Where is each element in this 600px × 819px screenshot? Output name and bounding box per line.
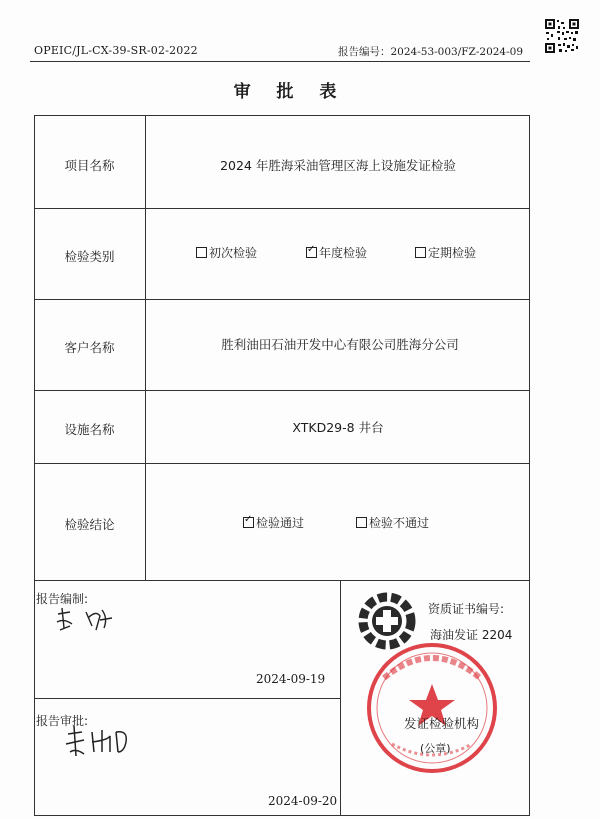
signature-divider bbox=[340, 580, 341, 816]
checkbox-unchecked-icon[interactable] bbox=[196, 247, 207, 258]
report-approver-label: 报告审批: bbox=[36, 714, 89, 728]
row-divider bbox=[34, 463, 530, 464]
header-rule bbox=[30, 61, 530, 62]
compile-date: 2024-09-19 bbox=[256, 672, 326, 686]
approver-signature-icon bbox=[62, 722, 142, 762]
option-passed[interactable]: ✓ 检验通过 bbox=[243, 514, 304, 531]
inspection-conclusion-label: 检验结论 bbox=[64, 517, 115, 532]
option-not-passed[interactable]: 检验不通过 bbox=[356, 514, 429, 531]
checkbox-unchecked-icon[interactable] bbox=[415, 247, 426, 258]
client-name-label: 客户名称 bbox=[64, 340, 115, 355]
facility-name-label: 设施名称 bbox=[64, 422, 115, 437]
row-divider bbox=[34, 299, 530, 300]
compiler-signature-icon bbox=[52, 604, 122, 634]
form-code: OPEIC/JL-CX-39-SR-02-2022 bbox=[34, 44, 198, 57]
certificate-number-label: 资质证书编号: bbox=[428, 602, 505, 616]
row-divider bbox=[34, 208, 530, 209]
inspection-category-label: 检验类别 bbox=[64, 249, 115, 264]
issuing-organization: 发证检验机构 bbox=[404, 716, 480, 731]
official-seal-note: (公章) bbox=[420, 742, 451, 755]
certificate-number-value: 海油发证 2204 bbox=[430, 628, 513, 642]
official-seal-icon bbox=[362, 638, 502, 778]
option-periodic-inspection[interactable]: 定期检验 bbox=[415, 244, 476, 261]
row-divider bbox=[34, 580, 530, 581]
qr-code-icon bbox=[544, 18, 580, 54]
row-divider bbox=[34, 390, 530, 391]
option-annual-inspection[interactable]: ✓ 年度检验 bbox=[306, 244, 367, 261]
checkbox-checked-icon[interactable] bbox=[306, 247, 317, 258]
row-divider bbox=[34, 698, 340, 699]
project-name-label: 项目名称 bbox=[64, 158, 115, 173]
review-date: 2024-09-20 bbox=[268, 794, 338, 808]
report-number: 报告编号：2024-53-003/FZ-2024-09 bbox=[338, 46, 524, 58]
project-name-value: 2024 年胜海采油管理区海上设施发证检验 bbox=[220, 158, 456, 173]
option-initial-inspection[interactable]: 初次检验 bbox=[196, 244, 257, 261]
client-name-value: 胜利油田石油开发中心有限公司胜海分公司 bbox=[221, 337, 459, 352]
checkbox-checked-icon[interactable] bbox=[243, 517, 254, 528]
column-divider bbox=[145, 115, 146, 580]
report-compiler-label: 报告编制: bbox=[36, 592, 89, 606]
checkbox-unchecked-icon[interactable] bbox=[356, 517, 367, 528]
facility-name-value: XTKD29-8 井台 bbox=[292, 420, 384, 435]
page-title: 审 批 表 bbox=[233, 82, 347, 102]
